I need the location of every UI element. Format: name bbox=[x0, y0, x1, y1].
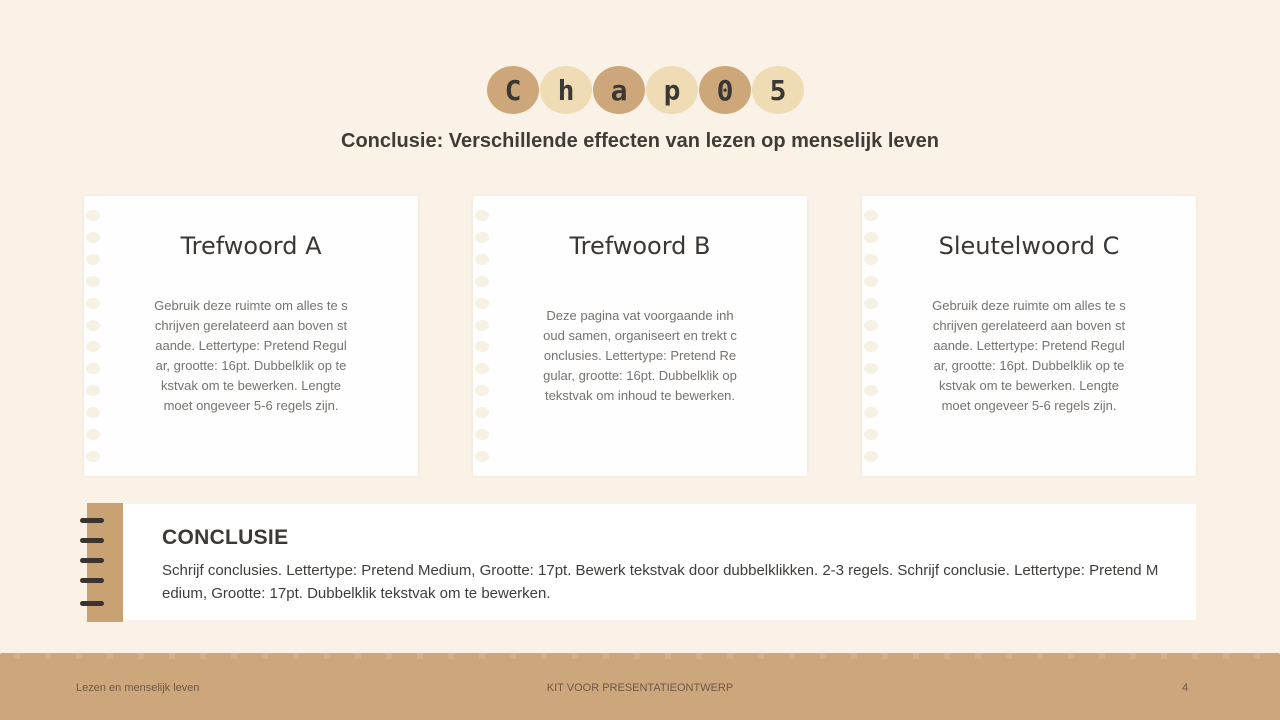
card-title[interactable]: Sleutelwoord C bbox=[935, 232, 1124, 260]
conclusion-title[interactable]: CONCLUSIE bbox=[162, 526, 289, 549]
chapter-letter: C bbox=[487, 66, 539, 114]
keyword-card-b[interactable] bbox=[473, 196, 807, 476]
page-number: 4 bbox=[1182, 682, 1189, 694]
chapter-letter: p bbox=[646, 66, 698, 114]
torn-paper-edge bbox=[0, 653, 1280, 659]
spiral-ring-icon bbox=[80, 601, 104, 606]
spiral-ring-icon bbox=[80, 538, 104, 543]
footer bbox=[0, 656, 1280, 720]
conclusion-text[interactable]: Schrijf conclusies. Lettertype: Pretend Medium, Grootte: 17pt. Bewerk tekstvak door dubbelklikken. 2-3 regels. Schrijf conclusie. Lettertype: Pretend Medium, Grootte: 17pt. Dubbelklik tekstvak om te bewerken. bbox=[162, 562, 1159, 602]
chapter-letter: h bbox=[540, 66, 592, 114]
keyword-card-a[interactable] bbox=[84, 196, 418, 476]
spiral-ring-icon bbox=[80, 518, 104, 523]
chapter-letter: 0 bbox=[699, 66, 751, 114]
footer-kit-label: KIT VOOR PRESENTATIEONTWERP bbox=[546, 682, 734, 694]
chapter-letter: a bbox=[593, 66, 645, 114]
card-body[interactable]: Gebruik deze ruimte om alles te schrijven gerelateerd aan boven staande. Lettertype: Pretend Regular, grootte: 16pt. Dubbelklik op tekstvak om te bewerken. Lengte moet ongeveer 5-6 regels zijn. bbox=[932, 298, 1126, 413]
card-body[interactable]: Deze pagina vat voorgaande inhoud samen, organiseert en trekt conclusies. Lettertype: Pretend Regular, grootte: 16pt. Dubbelklik op tekstvak om inhoud te bewerken. bbox=[543, 308, 737, 403]
spiral-ring-icon bbox=[80, 558, 104, 563]
chapter-letter: 5 bbox=[752, 66, 804, 114]
slide-subtitle[interactable]: Conclusie: Verschillende effecten van lezen op menselijk leven bbox=[341, 130, 939, 152]
keyword-card-c[interactable] bbox=[862, 196, 1196, 476]
card-body[interactable]: Gebruik deze ruimte om alles te schrijven gerelateerd aan boven staande. Lettertype: Pretend Regular, grootte: 16pt. Dubbelklik op tekstvak om te bewerken. Lengte moet ongeveer 5-6 regels zijn. bbox=[154, 298, 348, 413]
footer-title: Lezen en menselijk leven bbox=[76, 682, 200, 694]
spiral-ring-icon bbox=[80, 578, 104, 583]
card-title[interactable]: Trefwoord A bbox=[177, 232, 326, 260]
card-title[interactable]: Trefwoord B bbox=[565, 232, 714, 260]
chapter-badge bbox=[487, 66, 804, 114]
